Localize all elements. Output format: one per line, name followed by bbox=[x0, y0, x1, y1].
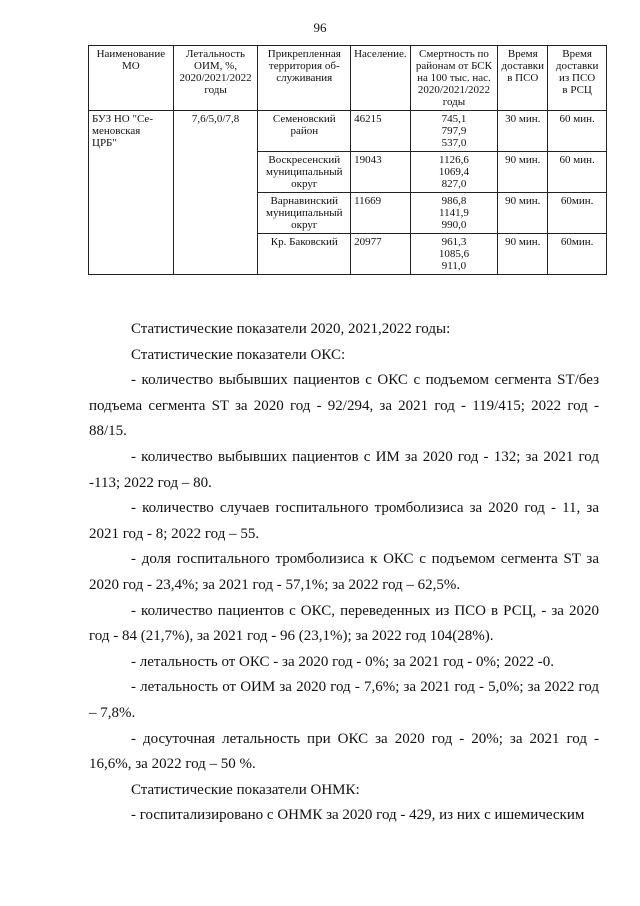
header-delivery-rsc: Время доставки из ПСО в РСЦ bbox=[548, 46, 607, 111]
mortality-cell: 986,8 1141,9 990,0 bbox=[410, 193, 498, 234]
header-mo-name: Наименование МО bbox=[89, 46, 174, 111]
territory-cell: Варнавинский муниципальный округ bbox=[258, 193, 351, 234]
table-row bbox=[89, 111, 607, 152]
paragraph: Статистические показатели ОКС: bbox=[131, 346, 346, 363]
delivery-pso-cell: 90 мин. bbox=[498, 234, 548, 275]
header-lethality: Летальность ОИМ, %, 2020/2021/2022 годы bbox=[173, 46, 258, 111]
paragraph: - досуточная летальность при ОКС за 2020 год - 20%; за 2021 год - 16,6%, за 2022 год – 50 %. bbox=[89, 730, 599, 773]
paragraph: - количество пациентов с ОКС, переведенных из ПСО в РСЦ, - за 2020 год - 84 (21,7%), за 2021 год - 96 (23,1%); за 2022 год 104(28%). bbox=[89, 602, 599, 645]
header-territory: Прикрепленная территория об- служивания bbox=[258, 46, 351, 111]
body-text bbox=[89, 317, 599, 829]
table-header-row bbox=[89, 46, 607, 111]
population-cell: 46215 bbox=[351, 111, 411, 152]
header-mortality: Смертность по районам от БСК на 100 тыс. нас. 2020/2021/2022 годы bbox=[410, 46, 498, 111]
paragraph: - количество выбывших пациентов с ИМ за 2020 год - 132; за 2021 год -113; 2022 год – 80. bbox=[89, 448, 599, 491]
paragraph: - количество случаев госпитального тромболизиса за 2020 год - 11, за 2021 год - 8; 2022 год – 55. bbox=[89, 500, 599, 542]
mortality-cell: 961,3 1085,6 911,0 bbox=[410, 234, 498, 275]
territory-cell: Воскресенский муниципальный округ bbox=[258, 152, 351, 193]
population-cell: 19043 bbox=[351, 152, 411, 193]
paragraph: Статистические показатели 2020, 2021,2022 годы: bbox=[131, 321, 451, 337]
paragraph: Статистические показатели ОНМК: bbox=[131, 781, 360, 798]
delivery-rsc-cell: 60 мин. bbox=[548, 152, 607, 193]
delivery-pso-cell: 90 мин. bbox=[498, 193, 548, 234]
territory-cell: Кр. Баковский bbox=[258, 234, 351, 275]
mortality-cell: 745,1 797,9 537,0 bbox=[410, 111, 498, 152]
delivery-rsc-cell: 60 мин. bbox=[548, 111, 607, 152]
delivery-pso-cell: 90 мин. bbox=[498, 152, 548, 193]
delivery-rsc-cell: 60мин. bbox=[548, 193, 607, 234]
delivery-rsc-cell: 60мин. bbox=[548, 234, 607, 275]
paragraph: - летальность от ОКС - за 2020 год - 0%; за 2021 год - 0%; 2022 -0. bbox=[131, 653, 554, 670]
header-delivery-pso: Время доставки в ПСО bbox=[498, 46, 548, 111]
header-population: Население. bbox=[351, 46, 411, 111]
paragraph: - доля госпитального тромболизиса к ОКС с подъемом сегмента ST за 2020 год - 23,4%; за 2021 год - 57,1%; за 2022 год – 62,5%. bbox=[89, 551, 599, 593]
population-cell: 20977 bbox=[351, 234, 411, 275]
paragraph: - летальность от ОИМ за 2020 год - 7,6%; за 2021 год - 5,0%; за 2022 год – 7,8%. bbox=[89, 679, 599, 721]
delivery-pso-cell: 30 мин. bbox=[498, 111, 548, 152]
population-cell: 11669 bbox=[351, 193, 411, 234]
mo-lethality-cell: 7,6/5,0/7,8 bbox=[173, 111, 258, 275]
mo-name-cell: БУЗ НО "Се- меновская ЦРБ" bbox=[89, 111, 174, 275]
statistics-table bbox=[88, 45, 607, 275]
mortality-cell: 1126,6 1069,4 827,0 bbox=[410, 152, 498, 193]
paragraph: - госпитализировано с ОНМК за 2020 год - 429, из них с ишемическим bbox=[131, 807, 585, 824]
page-number: 96 bbox=[313, 20, 327, 35]
territory-cell: Семеновский район bbox=[258, 111, 351, 152]
paragraph: - количество выбывших пациентов с ОКС с подъемом сегмента ST/без подъема сегмента ST за 2020 год - 92/294, за 2021 год - 119/415; 2022 год - 88/15. bbox=[89, 372, 599, 440]
